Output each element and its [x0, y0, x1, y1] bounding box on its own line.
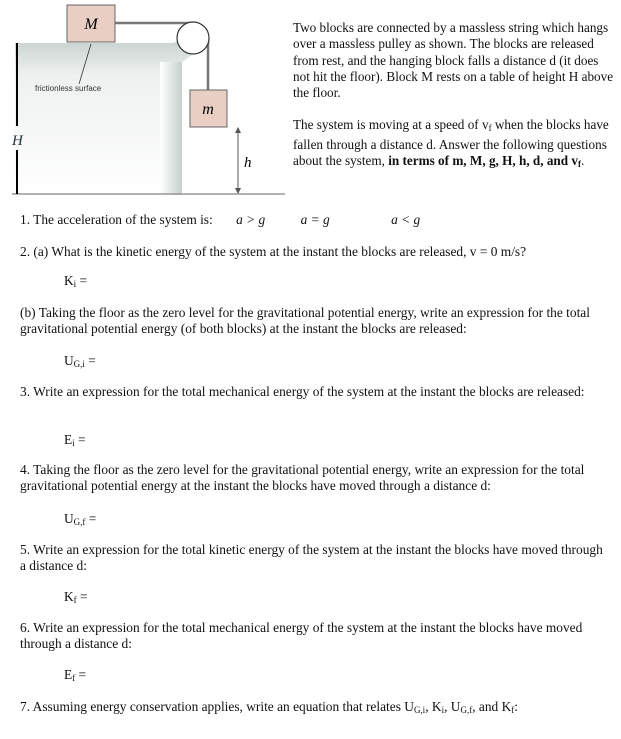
eq: =	[76, 273, 88, 288]
sub: f	[72, 673, 76, 683]
height-label-h: h	[244, 155, 252, 171]
intro-text-part: when the blocks have fallen through a distance d. Answer the following questions about the system,	[293, 117, 609, 169]
ans-var: K	[64, 273, 74, 288]
block-small-label: m	[202, 101, 214, 118]
q-text: , U	[444, 699, 461, 714]
answer-ef[interactable]	[64, 667, 86, 686]
intro-paragraph-2	[293, 117, 615, 172]
question-5: 5. Write an expression for the total kinetic energy of the system at the instant the blocks have moved through a distance d:	[20, 542, 603, 573]
answer-ei[interactable]	[64, 432, 86, 451]
ans-var: E	[64, 432, 73, 447]
question-7	[20, 699, 610, 718]
sub: f	[578, 159, 581, 170]
sub: f	[488, 123, 492, 134]
sub: f	[511, 705, 515, 715]
question-2a: 2. (a) What is the kinetic energy of the system at the instant the blocks are released, v = 0 m/s?	[20, 244, 527, 259]
eq: =	[76, 589, 88, 604]
sub: i	[441, 705, 445, 715]
question-2b: (b) Taking the floor as the zero level for the gravitational potential energy, write an expression for the total gravitational potential energy (of both blocks) at the instant the blocks are released:	[20, 305, 590, 336]
eq: =	[85, 511, 97, 526]
sub: i	[73, 279, 77, 289]
option-a-equal-g[interactable]: a = g	[300, 212, 330, 227]
height-label-H: H	[12, 133, 23, 149]
pulley	[177, 22, 209, 54]
table	[15, 36, 200, 195]
sub: G,f	[73, 517, 86, 527]
surface-label: frictionless surface	[35, 84, 102, 93]
ans-var: U	[64, 511, 74, 526]
sub: G,i	[413, 705, 426, 715]
option-a-less-g[interactable]: a < g	[391, 212, 421, 227]
ans-var: E	[64, 667, 73, 682]
ans-var: U	[64, 353, 74, 368]
sub: G,f	[460, 705, 473, 715]
question-1	[20, 212, 610, 228]
question-text: 1. The acceleration of the system is:	[20, 212, 213, 227]
intro-text-part: The system is moving at a speed of v	[293, 117, 489, 133]
question-6: 6. Write an expression for the total mechanical energy of the system at the instant the blocks have moved through a distance d:	[20, 620, 583, 651]
q-text: :	[514, 699, 518, 714]
answer-ki[interactable]	[64, 273, 87, 292]
sub: G,i	[73, 359, 85, 369]
answer-ugi[interactable]	[64, 353, 96, 372]
intro-text	[293, 20, 615, 172]
physics-diagram	[0, 0, 290, 200]
sub: i	[72, 438, 75, 448]
intro-paragraph-1: Two blocks are connected by a massless string which hangs over a massless pulley as shown. The blocks are released from rest, and the hanging block falls a distance d (it does not hit the floor). Block M rests on a table of height H above the floor.	[293, 20, 614, 101]
answer-ugf[interactable]	[64, 511, 96, 530]
question-4: 4. Taking the floor as the zero level for the gravitational potential energy, write an expression for the total gravitational potential energy at the instant the blocks have moved through a distance d:	[20, 462, 585, 493]
q-text: , K	[425, 699, 442, 714]
question-3: 3. Write an expression for the total mechanical energy of the system at the instant the blocks are released:	[20, 384, 585, 399]
q-text: , and K	[472, 699, 512, 714]
answer-kf[interactable]	[64, 589, 88, 608]
eq: =	[75, 667, 87, 682]
eq: =	[84, 353, 96, 368]
ans-var: K	[64, 589, 74, 604]
block-big-label: M	[84, 16, 98, 33]
intro-bold: in terms of m, M, g, H, h, d, and v	[388, 153, 578, 169]
intro-text-part: .	[581, 153, 585, 169]
option-a-greater-g[interactable]: a > g	[236, 212, 266, 227]
eq: =	[74, 432, 86, 447]
q-text: 7. Assuming energy conservation applies, write an equation that relates U	[20, 699, 414, 714]
sub: f	[73, 595, 77, 605]
